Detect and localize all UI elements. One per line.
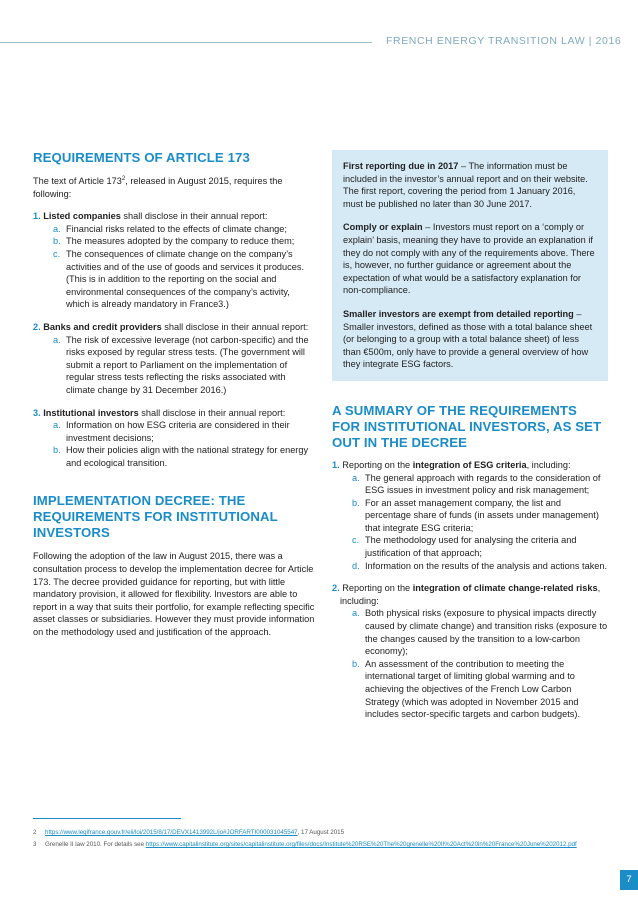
sub-letter: a. — [352, 472, 360, 483]
item-text: , including: — [340, 583, 601, 606]
box-bold: Smaller investors are exempt from detailed reporting — [343, 308, 574, 319]
decree-item — [332, 582, 608, 721]
sub-text: Information on the results of the analysis and actions taken. — [365, 560, 608, 571]
footnote-rule — [33, 818, 181, 819]
footnote-link[interactable]: https://www.capitalinstitute.org/sites/capitalinstitute.org/files/docs/Institute%20RSE%20The%20grenelle%20II%20Act%20in%20France%20June%202012.pdf — [145, 841, 577, 848]
sub-letter: b. — [53, 236, 61, 247]
requirement-lead — [33, 321, 315, 334]
sub-text: The consequences of climate change on the company’s activities and of the use of goods and services it produces. (This is in addition to the reporting on the social and environmental consequences of the company’s activity, which is already mandatory in France3.) — [66, 248, 304, 310]
section-heading-implementation-decree: IMPLEMENTATION DECREE: THE REQUIREMENTS FOR INSTITUTIONAL INVESTORS — [33, 493, 278, 541]
item-bold: integration of climate change-related risks — [412, 583, 598, 594]
article-intro — [33, 175, 315, 200]
sub-item — [352, 472, 608, 497]
item-text: Reporting on the — [342, 583, 413, 594]
footnote-prefix: Grenelle II law 2010. For details see — [45, 841, 146, 848]
page-number: 7 — [620, 870, 638, 890]
sub-text: The general approach with regards to the consideration of ESG issues in investment policy and risk management; — [365, 472, 601, 496]
sub-item — [53, 444, 315, 469]
item-number: 3. — [33, 407, 41, 418]
sub-item — [53, 235, 315, 248]
implementation-paragraph: Following the adoption of the law in August 2015, there was a consultation process to develop the implementation decree for Article 173. The decree provided guidance for reporting, but with little mandatory provision, it allowed for flexibility. Investors are able to report in a way that suits their portfolio, for example reflecting specific asset classes or subsidiaries. However they must provide information on the methodology used and justification of the approach. — [33, 551, 315, 638]
footnote-number: 2 — [33, 829, 37, 836]
sub-letter: b. — [352, 658, 360, 669]
sub-letter: a. — [53, 334, 61, 345]
sub-item — [352, 658, 608, 721]
sub-item — [53, 334, 315, 397]
box-bold: First reporting due in 2017 — [343, 161, 459, 171]
sub-text: The measures adopted by the company to reduce them; — [66, 236, 295, 247]
box-paragraph — [343, 308, 597, 371]
sub-text: How their policies align with the national strategy for energy and ecological transition. — [66, 445, 309, 468]
item-number: 1. — [332, 459, 340, 470]
sub-letter: b. — [352, 497, 360, 508]
intro-text-b: , released in August 2015, requires the following: — [33, 176, 283, 199]
sub-text: The methodology used for analysing the criteria and justification of that approach; — [365, 535, 577, 559]
highlight-box — [332, 150, 608, 381]
requirement-lead — [33, 210, 315, 223]
sub-text: Both physical risks (exposure to physical impacts directly caused by climate change) and transition risks (exposure to the changes caused by the transition to a low-carbon economy); — [365, 608, 608, 657]
sub-letter: b. — [53, 445, 61, 456]
sub-item — [352, 560, 608, 573]
box-text: – Smaller investors, defined as those with a total balance sheet (or belonging to a group with a total balance sheet) of less than €500m, only have to provide a general overview of how they integrate ESG factors. — [343, 308, 593, 370]
item-bold: Banks and credit providers — [43, 321, 162, 332]
header-separator: | — [585, 35, 596, 47]
sub-item — [53, 248, 315, 311]
intro-text-a: The text of Article 173 — [33, 176, 122, 186]
item-number: 1. — [33, 211, 41, 222]
sub-letter: c. — [352, 535, 360, 546]
requirement-item — [33, 210, 315, 311]
item-text: , including: — [526, 459, 571, 470]
item-bold: Institutional investors — [43, 407, 139, 418]
box-bold: Comply or explain — [343, 222, 423, 233]
decree-item — [332, 459, 608, 572]
footnote-number: 3 — [33, 841, 37, 848]
section-heading-summary: A SUMMARY OF THE REQUIREMENTS FOR INSTITUTIONAL INVESTORS, AS SET OUT IN THE DECREE — [332, 402, 602, 450]
footnote-suffix: , 17 August 2015 — [297, 829, 345, 836]
header-year: 2016 — [595, 35, 622, 47]
item-text: shall disclose in their annual report: — [138, 407, 286, 418]
sub-letter: d. — [352, 560, 360, 571]
box-text: – The information must be included in the investor’s annual report and on their website. The first report, covering the period from 1 January 2016, must be published no later than 30 June 2017. — [343, 161, 588, 209]
decree-lead — [332, 459, 608, 472]
footnote-text — [45, 828, 344, 837]
footnote-ref-2[interactable]: 2 — [121, 175, 126, 182]
item-text: Reporting on the — [342, 459, 413, 470]
requirement-item — [33, 321, 315, 397]
left-column — [33, 150, 315, 639]
decree-lead — [332, 582, 608, 607]
footnotes — [33, 828, 608, 852]
right-column — [332, 150, 608, 721]
running-header — [386, 35, 621, 47]
item-text: shall disclose in their annual report: — [161, 321, 309, 332]
header-rule — [0, 42, 372, 43]
sub-text: Information on how ESG criteria are considered in their investment decisions; — [66, 420, 290, 443]
sub-letter: a. — [53, 223, 61, 234]
sub-text: Financial risks related to the effects of climate change; — [66, 223, 287, 234]
sub-letter: a. — [352, 608, 360, 619]
requirement-lead — [33, 407, 315, 420]
sub-text: For an asset management company, the list and percentage share of funds (in assets under management) that integrate ESG criteria; — [365, 497, 599, 533]
section-heading-article-173: REQUIREMENTS OF ARTICLE 173 — [33, 150, 250, 165]
sub-letter: c. — [53, 248, 61, 259]
sub-item — [352, 534, 608, 559]
sub-item — [352, 497, 608, 535]
item-text: shall disclose in their annual report: — [120, 211, 268, 222]
item-number: 2. — [332, 583, 340, 594]
box-text: – Investors must report on a ‘comply or explain’ basis, meaning they have to provide an explanation if they do not comply with any of the requirements above. There is, however, no further guidance or agreement about the expectation of what would be a satisfactory explanation for non-compliance. — [343, 222, 595, 296]
sub-text: The risk of excessive leverage (not carbon-specific) and the risks exposed by regular stress tests. (The government will submit a report to Parliament on the implementation of regular stress tests reflecting the risks associated with climate change by 31 December 2016.) — [66, 334, 309, 395]
sub-letter: a. — [53, 420, 61, 431]
sub-item — [352, 607, 608, 657]
item-bold: integration of ESG criteria — [412, 459, 527, 470]
footnote-text — [45, 840, 577, 849]
requirement-item — [33, 407, 315, 470]
box-paragraph — [343, 160, 597, 210]
sub-text: An assessment of the contribution to meeting the international target of limiting global warming and to achieving the objectives of the French Low Carbon Strategy (which was adopted in November 2015 and includes sector-specific targets and carbon budgets). — [365, 658, 581, 720]
sub-item — [53, 223, 315, 236]
item-bold: Listed companies — [43, 211, 121, 222]
header-title: FRENCH ENERGY TRANSITION LAW — [386, 35, 586, 47]
footnote-2 — [33, 828, 608, 837]
item-number: 2. — [33, 321, 41, 332]
footnote-3 — [33, 840, 608, 849]
sub-item — [53, 419, 315, 444]
footnote-link[interactable]: https://www.legifrance.gouv.fr/eli/loi/2015/8/17/DEVX1413992L/jo#JORFARTI000031045547 — [45, 829, 298, 836]
box-paragraph — [343, 221, 597, 297]
